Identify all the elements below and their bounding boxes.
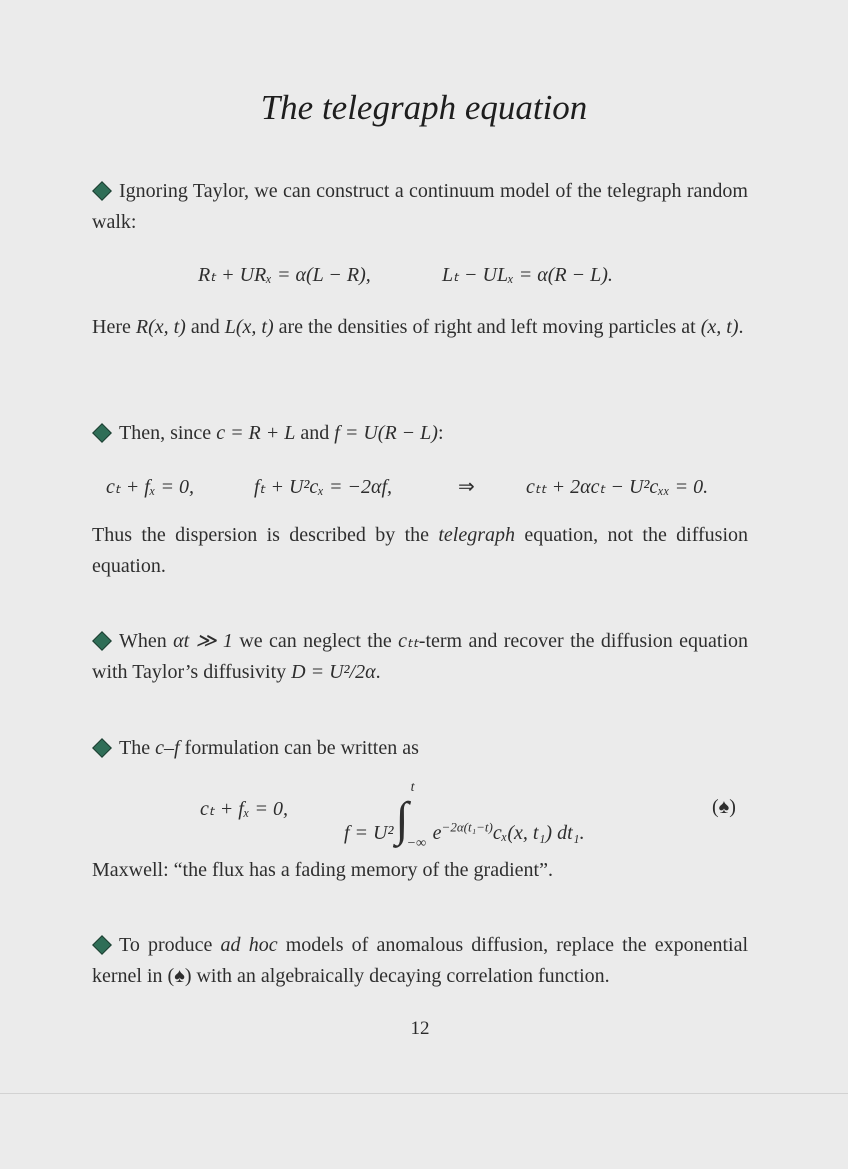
equation-memory-flux: f = U²∫ t −∞ $e^{-2\alpha(t_1-t)}c_x(x$, t₁) dt₁. [344,780,585,851]
diamond-bullet-icon [92,424,112,444]
equation-continuity-2: cₜ + fₓ = 0, [200,798,289,820]
equation-L: Lₜ − ULₓ = α(R − L). [442,264,613,286]
equation-flux: fₜ + U²cₓ = −2αf, [254,476,392,498]
paragraph-dispersion: Thus the dispersion is described by the telegraph equation, not the diffusion equation. [92,524,748,577]
paragraph-maxwell: Maxwell: “the flux has a fading memory of the gradient”. [92,859,553,881]
page-number: 12 [410,1018,430,1039]
equation-tag: (♠) [712,796,736,818]
scan-edge-line [0,1093,848,1094]
paragraph-when: When αt ≫ 1 we can neglect the cₜₜ-term and recover the diffusion equation with Taylor’s diffusivity D = U²/2α. [92,630,749,683]
diamond-bullet-icon [92,632,112,652]
paragraph-densities: Here R(x, t) and L(x, t) are the densities of right and left moving particles at (x, t). [92,316,744,338]
paragraph-then: Then, since c = R + L and f = U(R − L): [92,418,748,449]
equation-R: Rₜ + URₓ = α(L − R), [198,264,371,286]
diamond-bullet-icon [92,739,112,759]
page-title: The telegraph equation [260,88,588,127]
paragraph-intro: Ignoring Taylor, we can construct a continuum model of the telegraph random walk: [92,180,748,233]
diamond-bullet-icon [92,182,112,202]
implies-arrow-icon: ⇒ [458,476,475,498]
paragraph-anomalous: To produce ad hoc models of anomalous diffusion, replace the exponential kernel in (♠) with an algebraically decaying correlation function. [92,934,749,987]
integral-sign-icon: ∫ [395,793,409,846]
diamond-bullet-icon [92,936,112,956]
paragraph-cf: The c–f formulation can be written as [92,733,748,764]
equation-telegraph: cₜₜ + 2αcₜ − U²cₓₓ = 0. [526,476,709,498]
equation-continuity: cₜ + fₓ = 0, [106,476,195,498]
